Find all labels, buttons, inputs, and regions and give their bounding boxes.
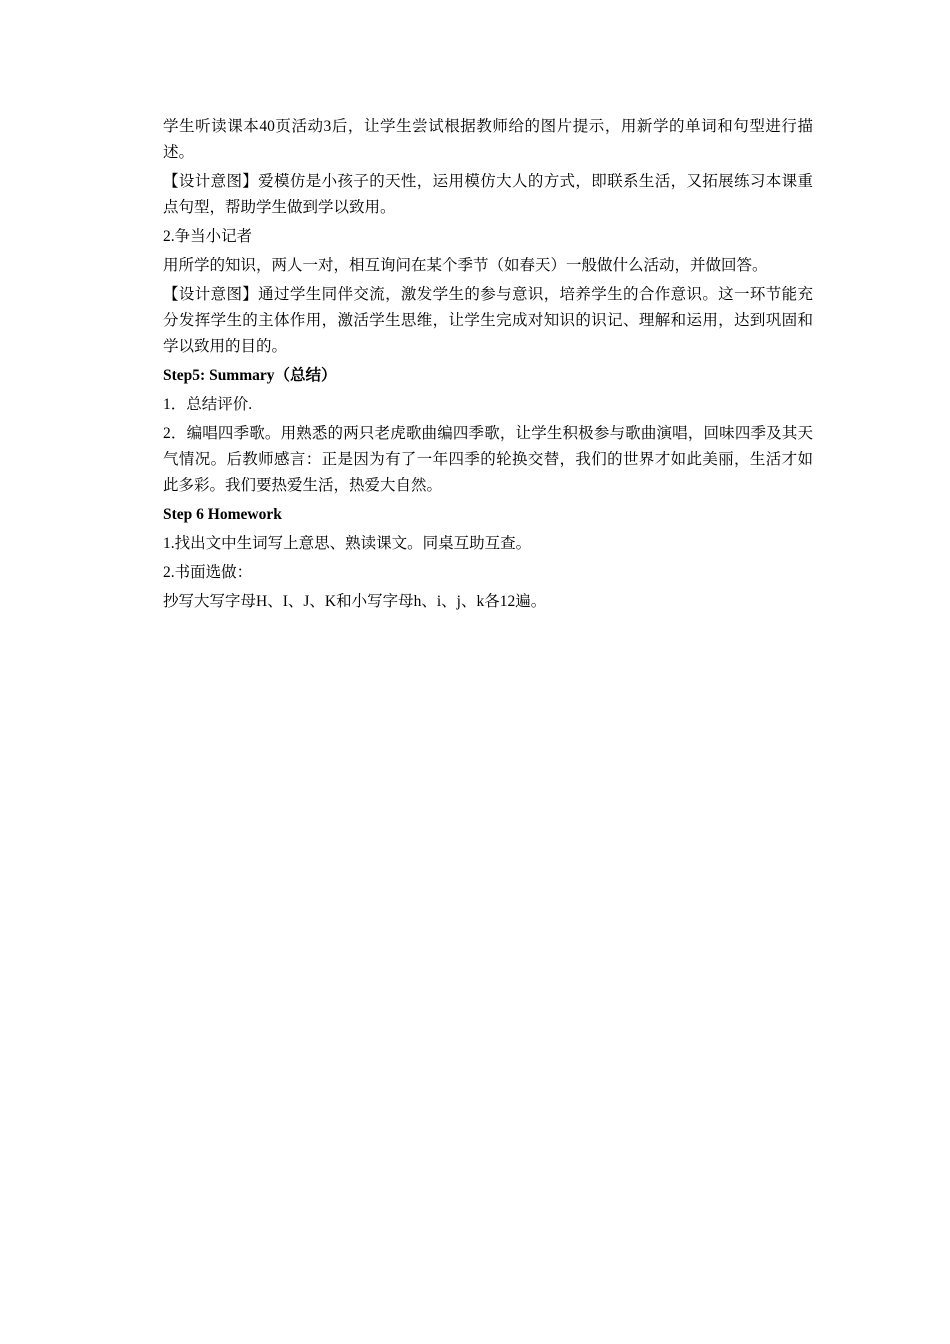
document-body [163,114,813,618]
paragraph-four-seasons-song: 2．编唱四季歌。用熟悉的两只老虎歌曲编四季歌，让学生积极参与歌曲演唱，回味四季及其天气情况。后教师感言：正是因为有了一年四季的轮换交替，我们的世界才如此美丽，生活才如此多彩。我们要热爱生活，热爱大自然。 [163,425,813,494]
heading-step6-homework: Step 6 Homework [163,506,282,523]
paragraph-design-intent-peer: 【设计意图】通过学生同伴交流，激发学生的参与意识，培养学生的合作意识。这一环节能充分发挥学生的主体作用，激活学生思维，让学生完成对知识的识记、理解和运用，达到巩固和学以致用的目的。 [163,286,813,355]
paragraph-reporter-title: 2.争当小记者 [163,228,253,245]
paragraph-activity-description: 学生听读课本40页活动3后，让学生尝试根据教师给的图片提示，用新学的单词和句型进行描述。 [163,118,813,161]
heading-step5-summary: Step5: Summary（总结） [163,367,337,384]
paragraph-pair-work: 用所学的知识，两人一对，相互询问在某个季节（如春天）一般做什么活动，并做回答。 [163,257,768,274]
paragraph-summary-evaluation: 1．总结评价. [163,396,253,413]
paragraph-homework-2: 2.书面选做： [163,564,253,581]
paragraph-design-intent-imitation: 【设计意图】爱模仿是小孩子的天性，运用模仿大人的方式，即联系生活，又拓展练习本课重点句型，帮助学生做到学以致用。 [163,173,813,216]
paragraph-homework-1: 1.找出文中生词写上意思、熟读课文。同桌互助互查。 [163,535,532,552]
paragraph-homework-copy-letters: 抄写大写字母H、I、J、K和小写字母h、i、j、k各12遍。 [163,593,547,610]
